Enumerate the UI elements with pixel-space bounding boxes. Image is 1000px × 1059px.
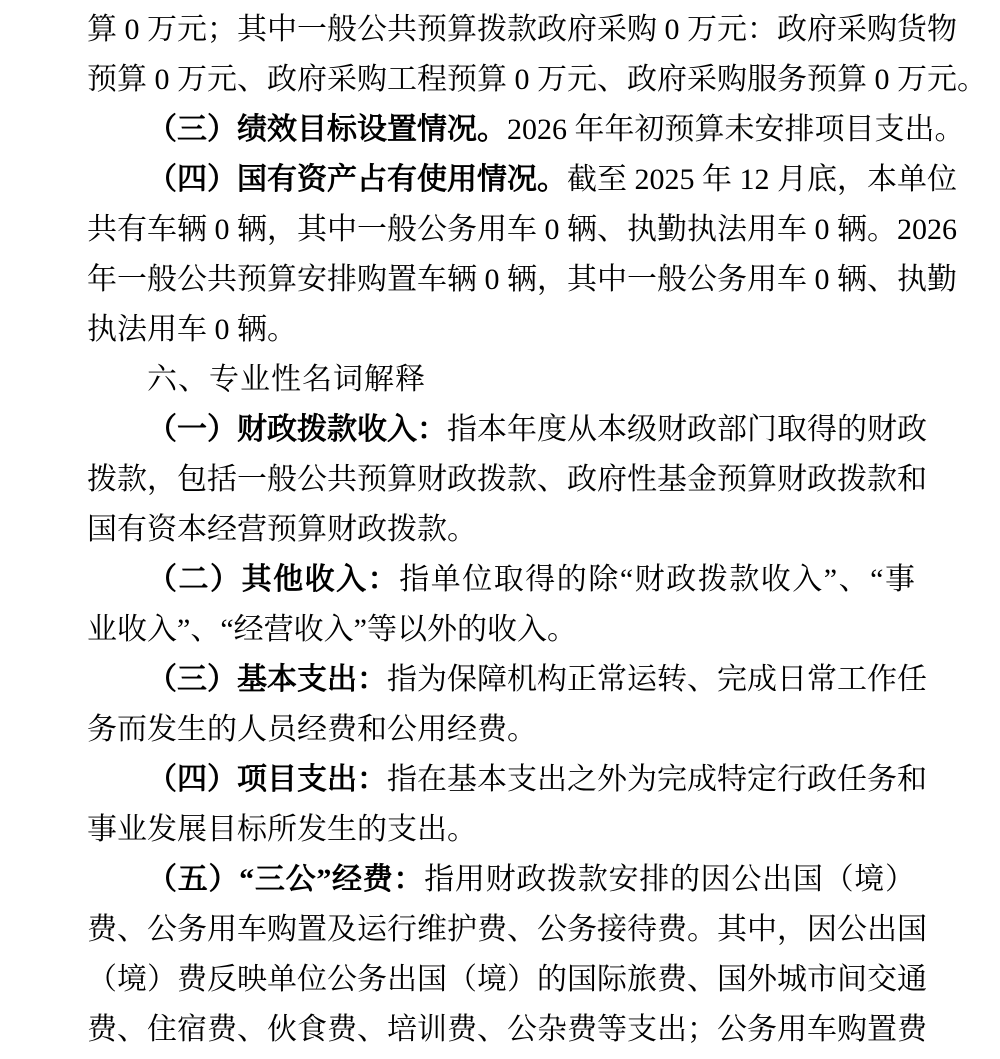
body-text: （境）费反映单位公务出国（境）的国际旅费、国外城市间交通 — [87, 963, 927, 996]
text-line — [87, 505, 915, 555]
section-heading — [87, 355, 915, 405]
text-line — [87, 655, 927, 705]
body-text: 2026 年年初预算未安排项目支出。 — [507, 113, 965, 146]
text-line — [87, 705, 915, 755]
term-label: （四）项目支出： — [147, 763, 387, 796]
body-text: 指在基本支出之外为完成特定行政任务和 — [387, 763, 927, 796]
text-line — [87, 905, 927, 955]
text-line — [87, 455, 927, 505]
body-text: 指为保障机构正常运转、完成日常工作任 — [387, 663, 927, 696]
text-line — [87, 105, 965, 155]
body-text: 费、公务用车购置及运行维护费、公务接待费。其中，因公出国 — [87, 913, 927, 946]
body-text: 事业发展目标所发生的支出。 — [87, 813, 477, 846]
body-text: 业收入”、“经营收入”等以外的收入。 — [87, 613, 577, 646]
text-line — [87, 205, 957, 255]
body-text: 拨款，包括一般公共预算财政拨款、政府性基金预算财政拨款和 — [87, 463, 927, 496]
body-text: 共有车辆 0 辆，其中一般公务用车 0 辆、执勤执法用车 0 辆。2026 — [87, 213, 957, 246]
document-text — [87, 5, 987, 1055]
text-line — [87, 55, 987, 105]
body-text: 指本年度从本级财政部门取得的财政 — [447, 413, 927, 446]
text-line — [87, 855, 915, 905]
term-label: （二）其他收入： — [147, 563, 400, 596]
term-label: （四）国有资产占有使用情况。 — [147, 163, 567, 196]
body-text: 截至 2025 年 12 月底，本单位 — [567, 163, 957, 196]
text-line — [87, 755, 927, 805]
term-label: （三）绩效目标设置情况。 — [147, 113, 507, 146]
body-text: 年一般公共预算安排购置车辆 0 辆，其中一般公务用车 0 辆、执勤 — [87, 263, 957, 296]
body-text: 算 0 万元；其中一般公共预算拨款政府采购 0 万元：政府采购货物 — [87, 13, 957, 46]
text-line — [87, 555, 915, 605]
body-text: 指用财政拨款安排的因公出国（境） — [424, 863, 916, 896]
term-label: （一）财政拨款收入： — [147, 413, 447, 446]
body-text: 执法用车 0 辆。 — [87, 313, 297, 346]
text-line — [87, 605, 915, 655]
text-line — [87, 805, 915, 855]
term-label: （五）“三公”经费： — [147, 863, 425, 896]
text-line — [87, 5, 957, 55]
text-line — [87, 255, 957, 305]
body-text: 务而发生的人员经费和公用经费。 — [87, 713, 537, 746]
text-line — [87, 955, 927, 1005]
text-line — [87, 1005, 927, 1055]
body-text: 费、住宿费、伙食费、培训费、公杂费等支出；公务用车购置费 — [87, 1013, 927, 1046]
body-text: 六、专业性名词解释 — [147, 363, 426, 396]
body-text: 预算 0 万元、政府采购工程预算 0 万元、政府采购服务预算 0 万元。 — [87, 63, 987, 96]
text-line — [87, 405, 927, 455]
body-text: 国有资本经营预算财政拨款。 — [87, 513, 477, 546]
text-line — [87, 155, 957, 205]
text-line — [87, 305, 915, 355]
body-text: 指单位取得的除“财政拨款收入”、“事 — [399, 563, 916, 596]
term-label: （三）基本支出： — [147, 663, 387, 696]
